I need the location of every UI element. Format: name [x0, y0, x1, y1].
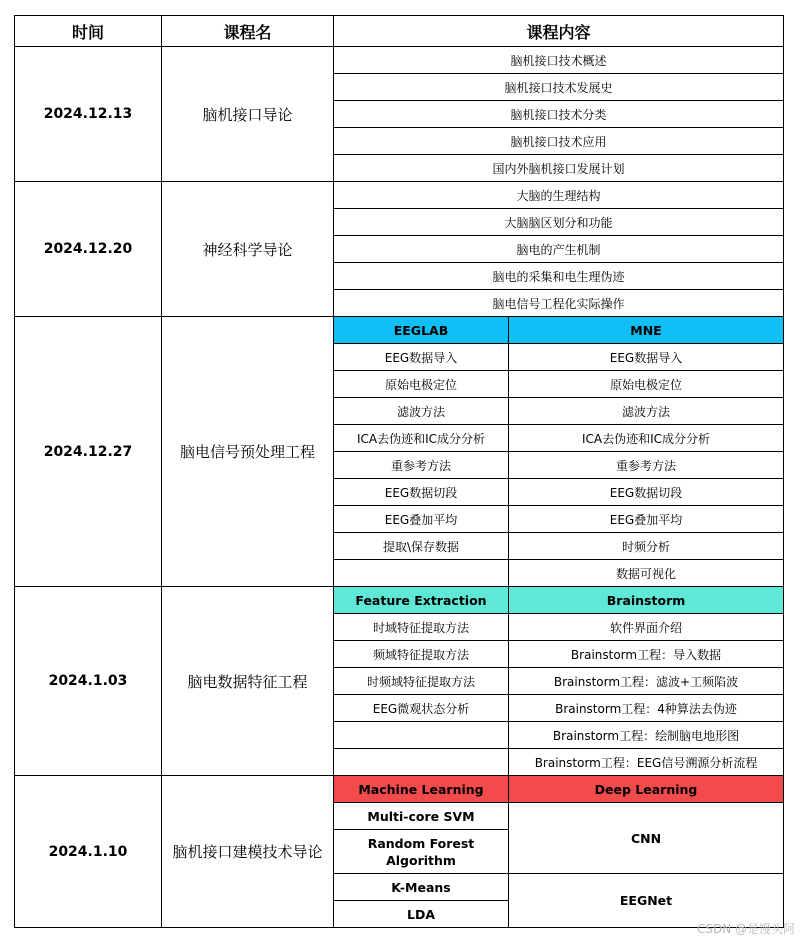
subheader-eeglab: EEGLAB: [334, 317, 509, 344]
content-item: EEG叠加平均: [334, 506, 509, 533]
header-course-content: 课程内容: [334, 16, 784, 47]
content-item: CNN: [509, 803, 784, 874]
course-name: 脑电数据特征工程: [162, 587, 334, 776]
content-item: 脑机接口技术发展史: [334, 74, 784, 101]
content-item: EEGNet: [509, 874, 784, 928]
content-item: Multi-core SVM: [334, 803, 509, 830]
table-row: [15, 182, 784, 209]
content-item: 脑机接口技术概述: [334, 47, 784, 74]
content-item: 大脑脑区划分和功能: [334, 209, 784, 236]
content-item: 原始电极定位: [509, 371, 784, 398]
content-item: EEG微观状态分析: [334, 695, 509, 722]
table-row: [15, 776, 784, 803]
content-item: 提取\保存数据: [334, 533, 509, 560]
content-item: Brainstorm工程：EEG信号溯源分析流程: [509, 749, 784, 776]
content-item: EEG数据切段: [334, 479, 509, 506]
content-item: 大脑的生理结构: [334, 182, 784, 209]
content-item: LDA: [334, 901, 509, 928]
content-item: EEG叠加平均: [509, 506, 784, 533]
content-item: ICA去伪迹和IC成分分析: [334, 425, 509, 452]
session-date: 2024.12.27: [15, 317, 162, 587]
course-name: 脑机接口建模技术导论: [162, 776, 334, 928]
content-item: Random Forest Algorithm: [334, 830, 509, 874]
content-item: Brainstorm工程：导入数据: [509, 641, 784, 668]
subheader-machine-learning: Machine Learning: [334, 776, 509, 803]
header-time: 时间: [15, 16, 162, 47]
session-date: 2024.1.03: [15, 587, 162, 776]
course-schedule-table: [14, 15, 784, 928]
content-item: Brainstorm工程：4种算法去伪迹: [509, 695, 784, 722]
course-name: 脑电信号预处理工程: [162, 317, 334, 587]
watermark: CSDN @是馒头阿: [696, 922, 795, 936]
subheader-deep-learning: Deep Learning: [509, 776, 784, 803]
header-row: [15, 16, 784, 47]
content-item: 时频分析: [509, 533, 784, 560]
empty-cell: [334, 722, 509, 749]
session-date: 2024.1.10: [15, 776, 162, 928]
content-item: 重参考方法: [509, 452, 784, 479]
subheader-mne: MNE: [509, 317, 784, 344]
empty-cell: [334, 749, 509, 776]
content-item: Brainstorm工程：绘制脑电地形图: [509, 722, 784, 749]
subheader-feature-extraction: Feature Extraction: [334, 587, 509, 614]
content-item: 脑机接口技术分类: [334, 101, 784, 128]
course-name: 脑机接口导论: [162, 47, 334, 182]
content-item: 脑电信号工程化实际操作: [334, 290, 784, 317]
content-item: ICA去伪迹和IC成分分析: [509, 425, 784, 452]
content-item: Brainstorm工程：滤波+工频陷波: [509, 668, 784, 695]
content-item: 重参考方法: [334, 452, 509, 479]
content-item: 滤波方法: [509, 398, 784, 425]
subheader-brainstorm: Brainstorm: [509, 587, 784, 614]
table-row: [15, 587, 784, 614]
content-item: 原始电极定位: [334, 371, 509, 398]
table-row: [15, 317, 784, 344]
content-item: 数据可视化: [509, 560, 784, 587]
content-item: 脑电的采集和电生理伪迹: [334, 263, 784, 290]
course-name: 神经科学导论: [162, 182, 334, 317]
content-item: 时域特征提取方法: [334, 614, 509, 641]
table-row: [15, 47, 784, 74]
content-item: 时频域特征提取方法: [334, 668, 509, 695]
content-item: K-Means: [334, 874, 509, 901]
session-date: 2024.12.20: [15, 182, 162, 317]
header-course-name: 课程名: [162, 16, 334, 47]
content-item: EEG数据导入: [334, 344, 509, 371]
content-item: EEG数据导入: [509, 344, 784, 371]
session-date: 2024.12.13: [15, 47, 162, 182]
content-item: EEG数据切段: [509, 479, 784, 506]
content-item: 频域特征提取方法: [334, 641, 509, 668]
content-item: 国内外脑机接口发展计划: [334, 155, 784, 182]
content-item: 脑机接口技术应用: [334, 128, 784, 155]
content-item: 滤波方法: [334, 398, 509, 425]
empty-cell: [334, 560, 509, 587]
content-item: 软件界面介绍: [509, 614, 784, 641]
content-item: 脑电的产生机制: [334, 236, 784, 263]
